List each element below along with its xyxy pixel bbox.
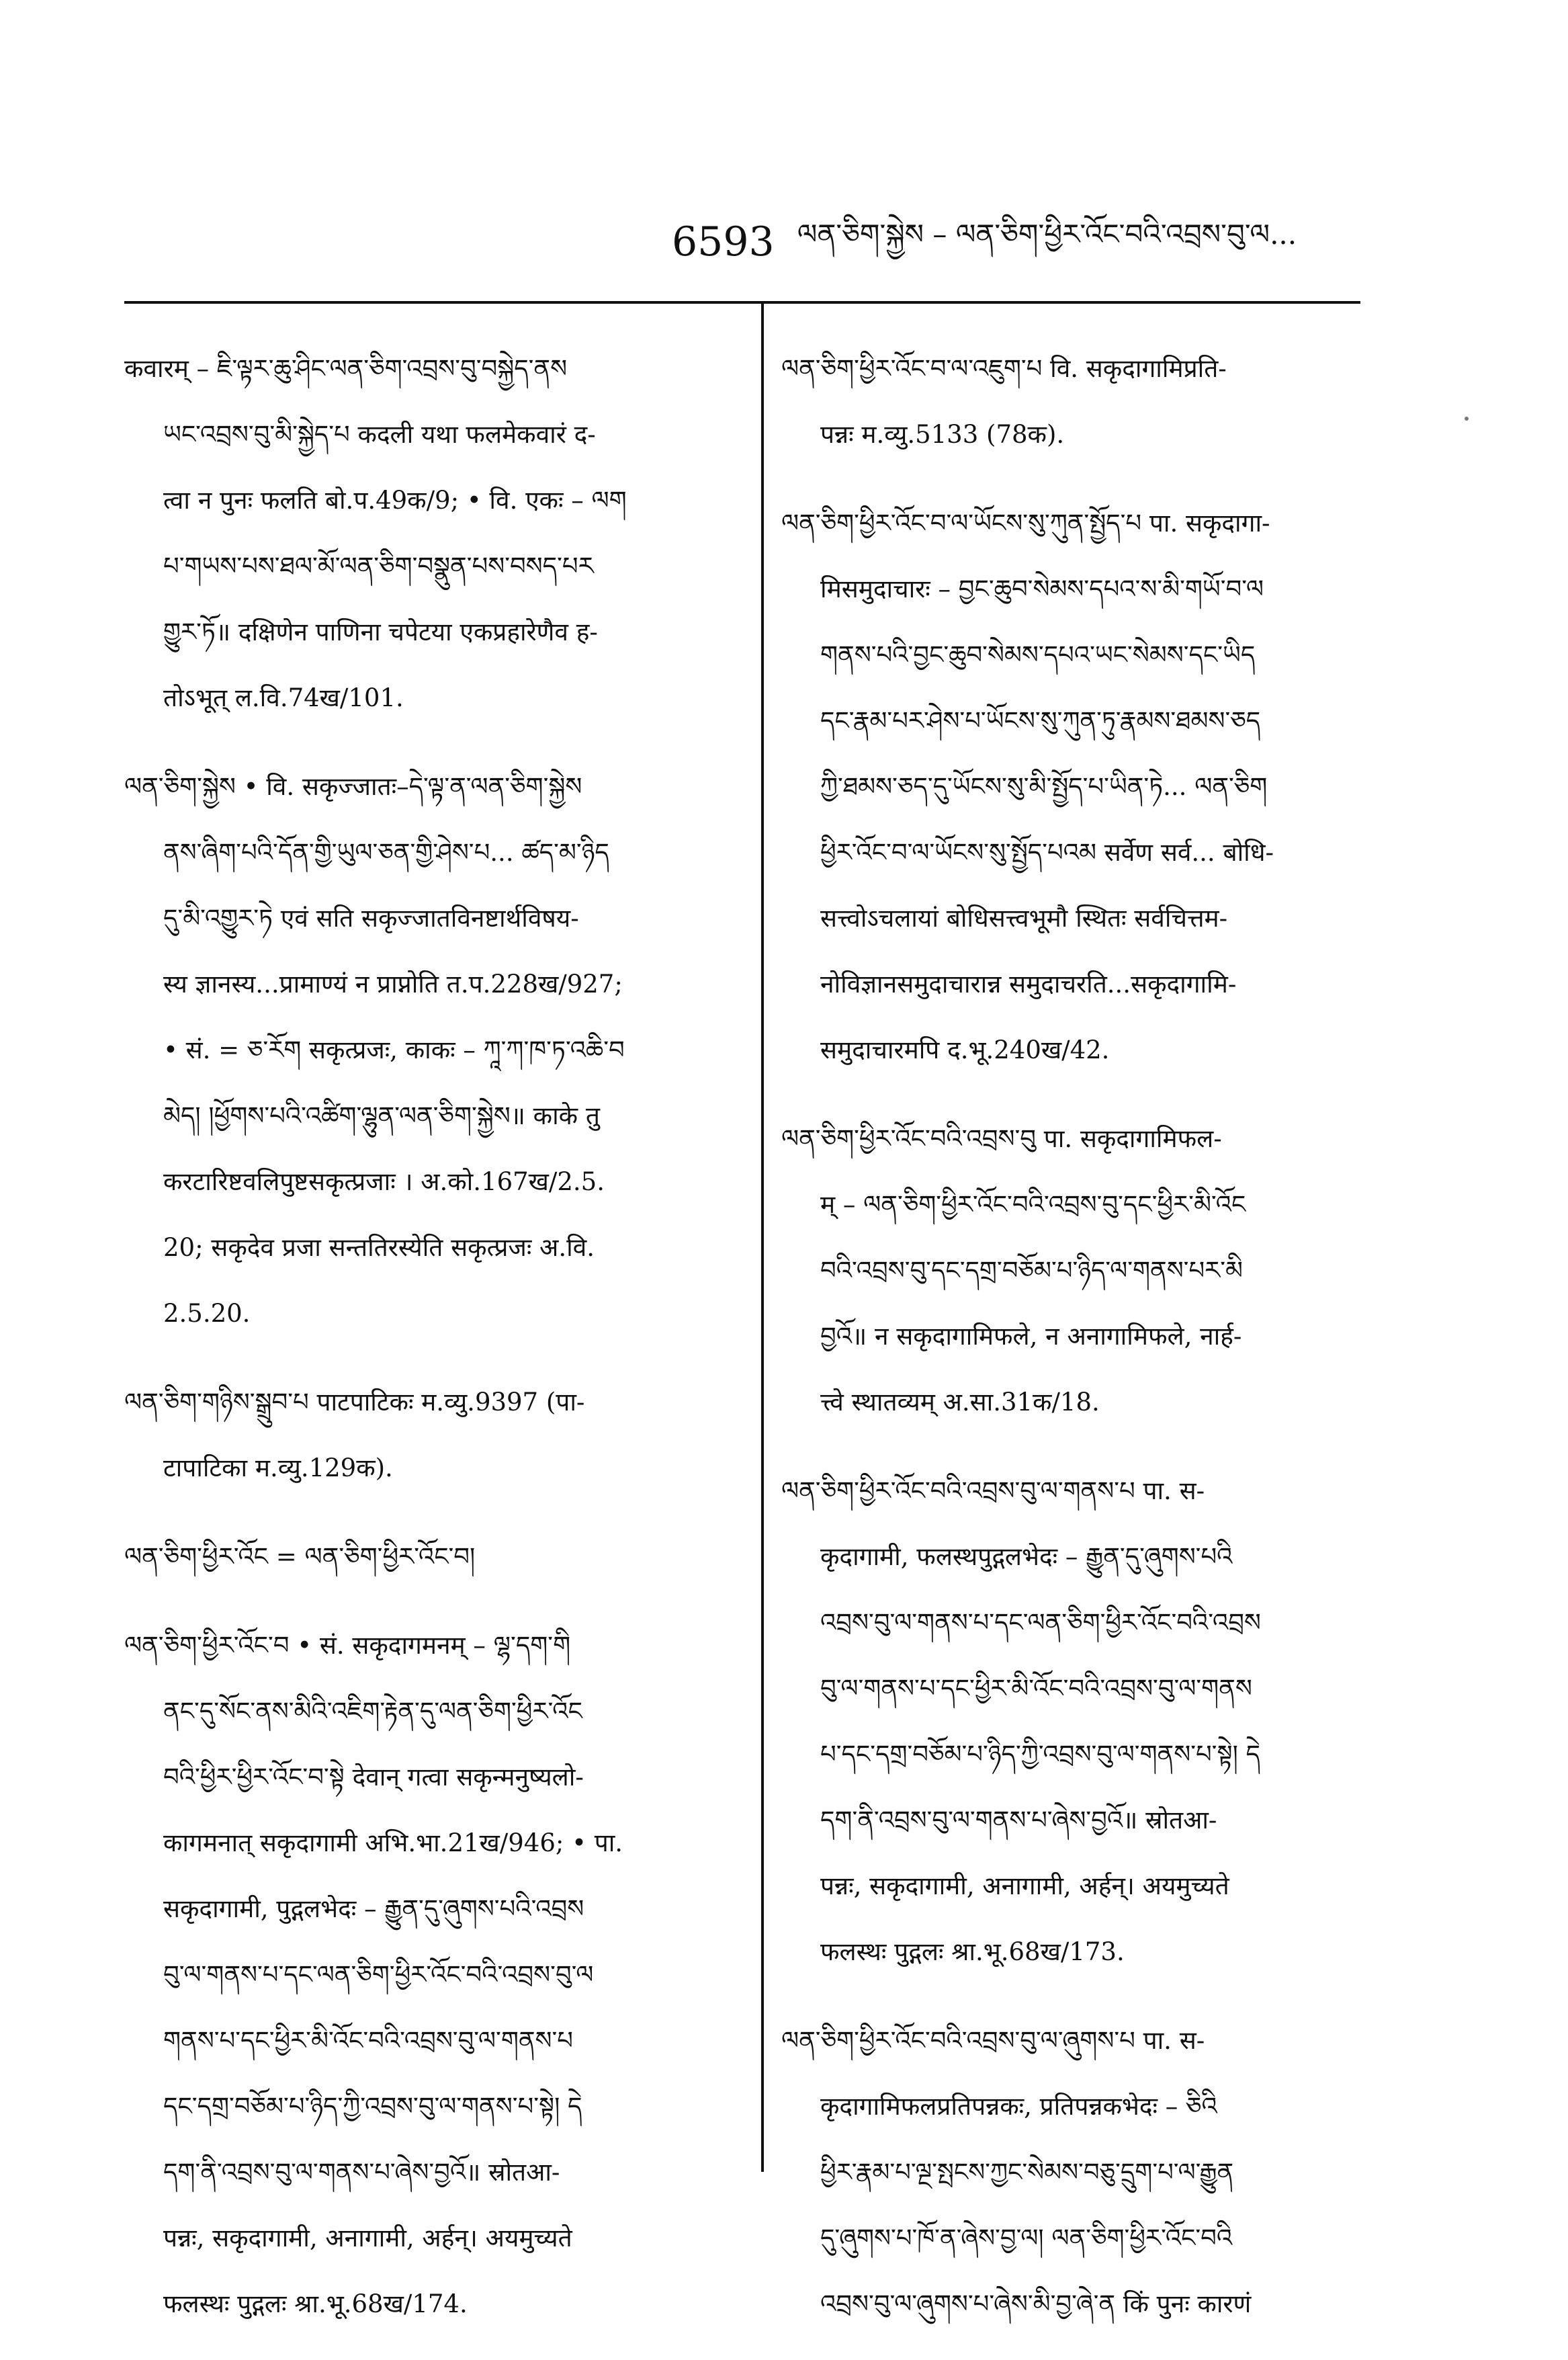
entry-text-line: དང་དགྲ་བཅོམ་པ་ཉིད་ཀྱི་འབྲས་བུ་ལ་གནས་པ་སྟེ། དེ (163, 2092, 582, 2121)
entry-text-line: सत्त्वोऽचलायां बोधिसत्त्वभूमौ स्थितः सर्वचित्तम- (820, 904, 1228, 933)
entry-text-line: ཡང་འབྲས་བུ་མི་སྐྱེད་པ कदली यथा फलमेकवारं द- (163, 420, 596, 449)
entry-text-line: त्वा न पुनः फलति बो.प.49क/9; • वि. एकः – ལག (163, 486, 627, 515)
entry-text-line: • सं. = ཅ་རོག सकृत्प्रजः, काकः – ཀཱ་ཀ་ཁ་ཏ་འཆི་བ (163, 1036, 625, 1064)
running-head: ལན་ཅིག་སྐྱེས – ལན་ཅིག་ཕྱིར་འོང་བའི་འབྲས་བུ་ལ... (797, 217, 1297, 251)
entry-text-line: करटारिष्टवलिपुष्टसकृत्प्रजाः । अ.को.167ख/2.5. (163, 1167, 605, 1196)
entry-text-line: ནང་དུ་སོང་ནས་མིའི་འཇིག་རྟེན་དུ་ལན་ཅིག་ཕྱིར་འོང (163, 1697, 582, 1726)
page-header (672, 202, 1377, 282)
entry-headword-line: कवारम् – ཇི་ལྟར་ཆུ་ཤིང་ལན་ཅིག་འབྲས་བུ་བསྐྱེད་ནས (124, 354, 568, 383)
entry-text-line: फलस्थः पुद्गलः श्रा.भू.68ख/174. (163, 2289, 468, 2318)
entry-text-line: དག་ནི་འབྲས་བུ་ལ་གནས་པ་ཞེས་བྱའོ॥ स्रोतआ- (163, 2158, 560, 2187)
dictionary-entry (781, 2008, 1383, 2337)
entry-text-line: པ་གཡས་པས་ཐལ་མོ་ལན་ཅིག་བསྣུན་པས་བསད་པར (163, 552, 594, 581)
entry-text-line: དུ་ཞུགས་པ་ཁོ་ན་ཞེས་བྱ་ལ། ལན་ཅིག་ཕྱིར་འོང་བའི (820, 2224, 1233, 2252)
entry-headword-line: ལན་ཅིག་ཕྱིར་འོང = ལན་ཅིག་ཕྱིར་འོང་བ། (124, 1542, 476, 1571)
column-divider (761, 304, 764, 2172)
dictionary-entry (781, 491, 1383, 1083)
entry-text-line: मिसमुदाचारः – བྱང་ཆུབ་སེམས་དཔའ་ས་མི་གཡོ་བ་ལ (820, 575, 1264, 603)
entry-text-line: नोविज्ञानसमुदाचारान्न समुदाचरति...सकृदागामि- (820, 970, 1237, 999)
entry-text-line: གནས་པའི་བྱང་ཆུབ་སེམས་དཔའ་ཡང་སེམས་དང་ཡིད (820, 640, 1256, 669)
entry-text-line: कृदागामी, फलस्थपुद्गलभेदः – རྒྱུན་དུ་ཞུགས་པའི (820, 1542, 1233, 1571)
entry-text-line: གནས་པ་དང་ཕྱིར་མི་འོང་བའི་འབྲས་བུ་ལ་གནས་པ (163, 2026, 574, 2055)
entry-text-line: पन्नः म.व्यु.5133 (78क). (820, 420, 1065, 449)
entry-headword-line: ལན་ཅིག་ཕྱིར་འོང་བའི་འབྲས་བུ་ལ་གནས་པ पा. स- (781, 1476, 1205, 1505)
entry-text-line: བྱའོ॥ न सकृदागामिफले, न अनागामिफले, नार्ह- (820, 1322, 1242, 1351)
left-column (124, 336, 726, 2360)
right-column (781, 336, 1383, 2360)
entry-text-line: समुदाचारमपि द.भू.240ख/42. (820, 1036, 1110, 1064)
entry-text-line: འབྲས་བུ་ལ་ཞུགས་པ་ཞེས་མི་བྱ་ཞེ་ན किं पुनः कारणं (820, 2289, 1252, 2318)
dictionary-entry (124, 754, 726, 1347)
entry-text-line: དང་རྣམ་པར་ཤེས་པ་ཡོངས་སུ་ཀུན་ཏུ་རྣམས་ཐམས་ཅད (820, 706, 1261, 735)
entry-text-line: पन्नः, सकृदागामी, अनागामी, अर्हन्। अयमुच्यते (163, 2224, 572, 2252)
entry-text-line: ནས་ཞིག་པའི་དོན་གྱི་ཡུལ་ཅན་གྱི་ཤེས་པ... ཚད་མ་ཉིད (163, 838, 609, 867)
entry-text-line: म् – ལན་ཅིག་ཕྱིར་འོང་བའི་འབྲས་བུ་དང་ཕྱིར་མི་འོང (820, 1190, 1246, 1219)
entry-text-line: टापाटिका म.व्यु.129क). (163, 1453, 393, 1482)
entry-headword-line: ལན་ཅིག་ཕྱིར་འོང་བའི་འབྲས་བུ་ལ་ཞུགས་པ पा. स- (781, 2026, 1205, 2055)
entry-headword-line: ལན་ཅིག་ཕྱིར་འོང་བ་ལ་འཇུག་པ वि. सकृदागामिप्रति- (781, 354, 1227, 383)
entry-text-line: स्य ज्ञानस्य...प्रामाण्यं न प्राप्नोति त.प.228ख/927; (163, 970, 623, 999)
entry-text-line: त्त्वे स्थातव्यम् अ.सा.31क/18. (820, 1388, 1100, 1417)
entry-headword-line: ལན་ཅིག་གཉིས་སྒྲུབ་པ पाटपाटिकः म.व्यु.9397 (पा- (124, 1388, 585, 1417)
entry-text-line: कृदागामिफलप्रतिपन्नकः, प्रतिपन्नकभेदः – ཅིའི (820, 2092, 1217, 2121)
entry-text-line: पन्नः, सकृदागामी, अनागामी, अर्हन्। अयमुच्यते (820, 1871, 1229, 1900)
entry-text-line: ཕྱིར་རྣམ་པ་ལྔ་སྤངས་ཀྱང་སེམས་བཅུ་དྲུག་པ་ལ་རྒྱུན (820, 2158, 1234, 2187)
entry-text-line: པ་དང་དགྲ་བཅོམ་པ་ཉིད་ཀྱི་འབྲས་བུ་ལ་གནས་པ་སྟེ། དེ (820, 1740, 1260, 1769)
entry-text-line: གྱུར་ཏོ॥ दक्षिणेन पाणिना चपेटया एकप्रहारेणैव ह- (163, 618, 598, 646)
entry-text-line: फलस्थः पुद्गलः श्रा.भू.68ख/173. (820, 1937, 1125, 1966)
dictionary-entry (124, 1524, 726, 1590)
entry-text-line: सकृदागामी, पुद्गलभेदः – རྒྱུན་དུ་ཞུགས་པའི་འབྲས (163, 1894, 584, 1923)
dictionary-entry (781, 1106, 1383, 1435)
entry-text-line: ཀྱི་ཐམས་ཅད་དུ་ཡོངས་སུ་མི་སྤྱོད་པ་ཡིན་ཏེ... ལན་ཅིག (820, 772, 1268, 801)
entry-headword-line: ལན་ཅིག་ཕྱིར་འོང་བའི་འབྲས་བུ पा. सकृदागामिफल- (781, 1124, 1222, 1153)
entry-text-line: 2.5.20. (163, 1299, 251, 1328)
entry-text-line: མེད། །ཕྱོགས་པའི་འཚིག་ལྷུན་ལན་ཅིག་སྐྱེས॥ काके तु (163, 1101, 600, 1130)
entry-headword-line: ལན་ཅིག་ཕྱིར་འོང་བ • सं. सकृदागमनम् – ལྷ་དག་གི (124, 1631, 571, 1660)
dictionary-entry (124, 1369, 726, 1501)
entry-headword-line: ལན་ཅིག་ཕྱིར་འོང་བ་ལ་ཡོངས་སུ་ཀུན་སྤྱོད་པ पा. सकृदागा- (781, 509, 1270, 538)
dictionary-entry (124, 336, 726, 731)
entry-text-line: བུ་ལ་གནས་པ་དང་ལན་ཅིག་ཕྱིར་འོང་བའི་འབྲས་བུ་ལ (163, 1960, 594, 1989)
entry-text-line: བུ་ལ་གནས་པ་དང་ཕྱིར་མི་འོང་བའི་འབྲས་བུ་ལ་གནས (820, 1674, 1252, 1703)
entry-text-line: कागमनात् सकृदागामी अभि.भा.21ख/946; • पा. (163, 1828, 623, 1857)
entry-text-line: तोऽभूत् ल.वि.74ख/101. (163, 683, 404, 712)
dictionary-entry (781, 336, 1383, 468)
page-number: 6593 (672, 218, 775, 265)
entry-text-line: དུ་མི་འགྱུར་ཏེ एवं सति सकृज्जातविनष्टार्थविषय- (163, 904, 579, 933)
header-rule (124, 301, 1360, 304)
margin-speck (1465, 417, 1469, 421)
entry-text-line: ཕྱིར་འོང་བ་ལ་ཡོངས་སུ་སྤྱོད་པའམ सर्वेण सर्व... बोधि- (820, 838, 1274, 867)
entry-text-line: འབྲས་བུ་ལ་གནས་པ་དང་ལན་ཅིག་ཕྱིར་འོང་བའི་འབྲས (820, 1608, 1261, 1637)
entry-text-line: དག་ནི་འབྲས་བུ་ལ་གནས་པ་ཞེས་བྱའོ॥ स्रोतआ- (820, 1806, 1217, 1835)
entry-text-line: བའི་ཕྱིར་ཕྱིར་འོང་བ་སྟེ देवान् गत्वा सकृन्मनुष्यलो- (163, 1763, 584, 1792)
entry-text-line: བའི་འབྲས་བུ་དང་དགྲ་བཅོམ་པ་ཉིད་ལ་གནས་པར་མི (820, 1256, 1243, 1285)
entry-text-line: 20; सकृदेव प्रजा सन्ततिरस्येति सकृत्प्रजः अ.वि. (163, 1233, 595, 1262)
dictionary-entry (781, 1458, 1383, 1985)
entry-headword-line: ལན་ཅིག་སྐྱེས • वि. सकृज्जातः–དེ་ལྟ་ན་ལན་ཅིག་སྐྱེས (124, 772, 582, 801)
dictionary-entry (124, 1613, 726, 2337)
